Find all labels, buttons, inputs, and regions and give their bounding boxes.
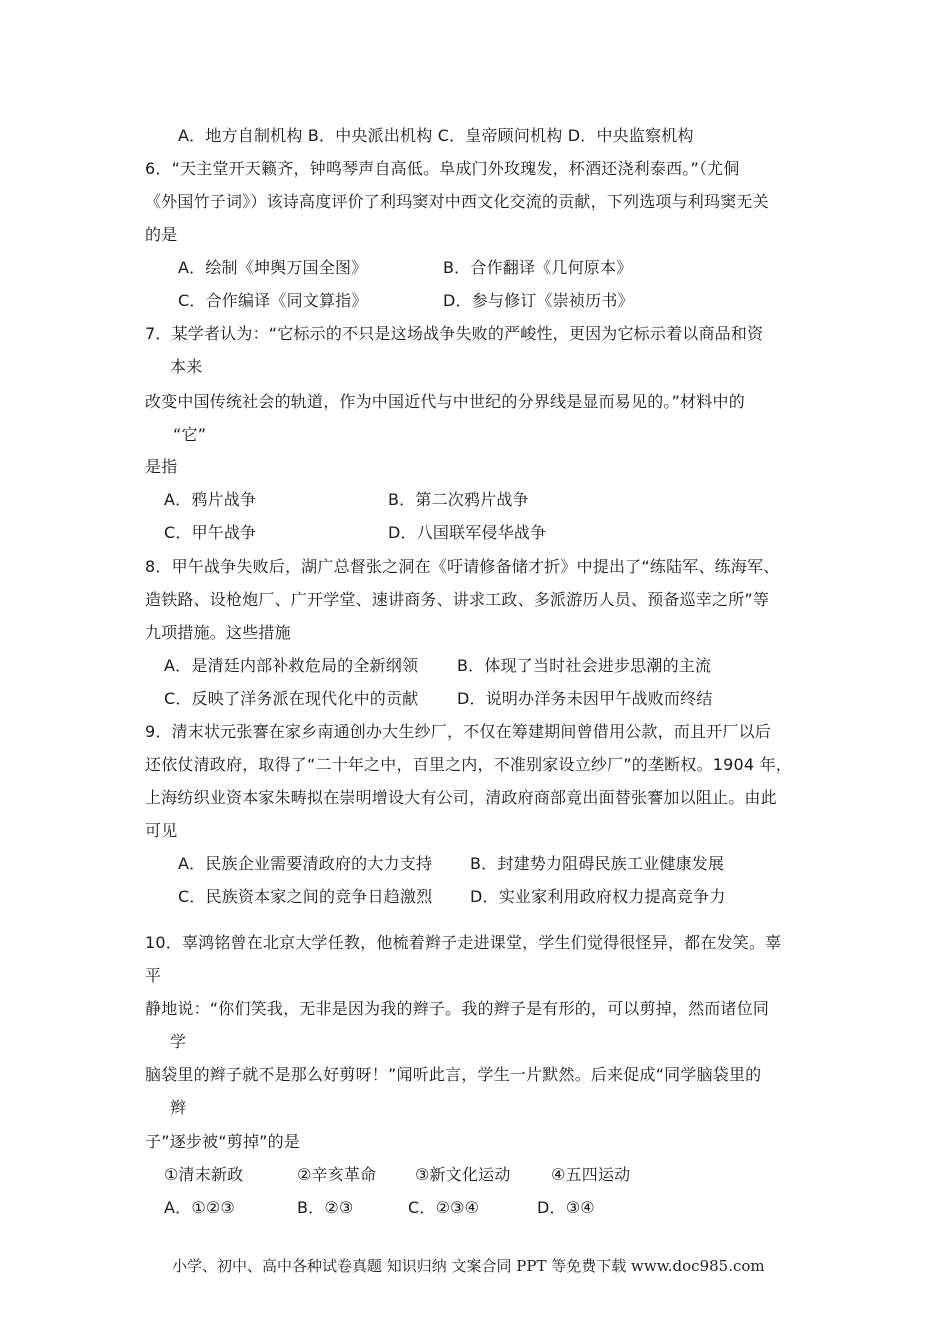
q9-option-d: D．实业家利用政府权力提高竞争力 [470,887,726,906]
q9-stem-line3: 上海纺织业资本家朱畴拟在崇明增设大有公司，清政府商部竟出面替张謇加以阻止。由此 [145,788,777,807]
page-footer: 小学、初中、高中各种试卷真题 知识归纳 文案合同 PPT 等免费下载 www.doc985.com [172,1257,765,1275]
q9-stem-line2: 还依仗清政府，取得了“二十年之中，百里之内，不准别家设立纱厂”的垄断权。1904 年， [145,755,792,774]
q10-stem-line1: 10．辜鸿铭曾在北京大学任教，他梳着辫子走进课堂，学生们觉得很怪异，都在发笑。辜 [145,933,782,952]
q10-stem-line3: 静地说：“你们笑我，无非是因为我的辫子。我的辫子是有形的，可以剪掉，然而诸位同 [145,999,770,1018]
q10-option-b: B．②③ [297,1198,354,1217]
q7-option-b: B．第二次鸦片战争 [388,490,529,509]
q9-option-b: B．封建势力阻碍民族工业健康发展 [470,854,725,873]
q10-option-a: A．①②③ [164,1198,235,1217]
q10-stem-line7: 子”逐步被“剪掉”的是 [145,1132,301,1151]
q8-option-a: A．是清廷内部补救危局的全新纲领 [164,656,419,675]
q9-stem-line1: 9．清末状元张謇在家乡南通创办大生纱厂，不仅在筹建期间曾借用公款，而且开厂以后 [145,722,771,741]
q8-stem-line3: 九项措施。这些措施 [145,623,291,642]
q7-option-d: D．八国联军侵华战争 [388,523,547,542]
q9-stem-line4: 可见 [145,821,178,840]
q8-option-b: B．体现了当时社会进步思潮的主流 [457,656,712,675]
q7-stem-line3: 改变中国传统社会的轨道，作为中国近代与中世纪的分界线是显而易见的。”材料中的 [145,392,745,411]
q8-option-c: C．反映了洋务派在现代化中的贡献 [164,689,419,708]
q10-item-2: ②辛亥革命 [297,1165,377,1184]
q10-item-3: ③新文化运动 [415,1165,511,1184]
q6-stem-line3: 的是 [145,225,178,244]
q7-stem-line4: “它” [173,425,207,444]
q6-stem-line2: 《外国竹子词》）该诗高度评价了利玛窦对中西文化交流的贡献，下列选项与利玛窦无关 [145,192,769,211]
q10-stem-line5: 脑袋里的辫子就不是那么好剪呀！”闻听此言，学生一片默然。后来促成“同学脑袋里的 [145,1065,762,1084]
q7-option-a: A．鸦片战争 [164,490,257,509]
q10-item-4: ④五四运动 [551,1165,631,1184]
q6-option-b: B．合作翻译《几何原本》 [443,258,633,277]
q7-stem-line1: 7．某学者认为：“它标示的不只是这场战争失败的严峻性，更因为它标示着以商品和资 [145,324,764,343]
q9-option-c: C．民族资本家之间的竞争日趋激烈 [178,887,433,906]
q6-stem-line1: 6．“天主堂开天籁齐，钟鸣琴声自高低。阜成门外玫瑰发，杯酒还浇利泰西。”（尤侗 [145,159,740,178]
q10-item-1: ①清末新政 [164,1165,244,1184]
q7-option-c: C．甲午战争 [164,523,257,542]
q7-stem-line2: 本来 [170,357,203,376]
q10-stem-line6: 辫 [170,1098,187,1117]
q10-option-c: C．②③④ [408,1198,480,1217]
q8-stem-line1: 8．甲午战争失败后，湖广总督张之洞在《吁请修备储才折》中提出了“练陆军、练海军、 [145,557,780,576]
q10-stem-line2: 平 [145,966,162,985]
q5-options: A．地方自制机构 B．中央派出机构 C．皇帝顾问机构 D．中央监察机构 [178,126,694,145]
q8-stem-line2: 造铁路、设枪炮厂、广开学堂、速讲商务、讲求工政、多派游历人员、预备巡幸之所”等 [145,590,770,609]
q6-option-a: A．绘制《坤舆万国全图》 [178,258,368,277]
q7-stem-line5: 是指 [145,457,178,476]
q6-option-d: D．参与修订《崇祯历书》 [443,291,634,310]
q6-option-c: C．合作编译《同文算指》 [178,291,368,310]
q10-option-d: D．③④ [537,1198,595,1217]
q9-option-a: A．民族企业需要清政府的大力支持 [178,854,433,873]
q10-stem-line4: 学 [170,1032,187,1051]
q8-option-d: D．说明办洋务未因甲午战败而终结 [457,689,713,708]
